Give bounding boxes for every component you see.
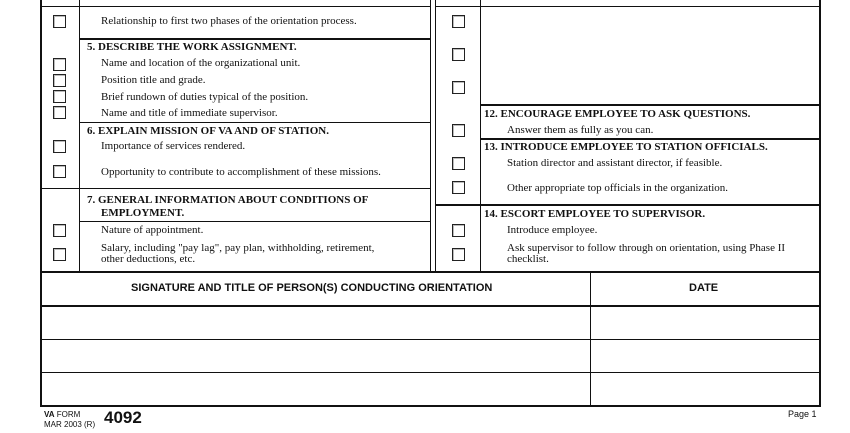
checkbox-s14-item-2[interactable] bbox=[452, 248, 465, 261]
section-7-title-2: EMPLOYMENT. bbox=[101, 207, 185, 219]
checkbox-s5-item-2[interactable] bbox=[53, 74, 66, 87]
date-field-1[interactable] bbox=[591, 307, 818, 338]
s7-item-2-line1: Salary, including "pay lag", pay plan, withholding, retirement, bbox=[101, 242, 375, 254]
rule-right-s12 bbox=[480, 104, 819, 106]
s14-item-1: Introduce employee. bbox=[507, 224, 598, 236]
s7-item-1: Nature of appointment. bbox=[101, 224, 204, 236]
section-5-title: 5. DESCRIBE THE WORK ASSIGNMENT. bbox=[87, 41, 297, 53]
checkbox-right-row-3[interactable] bbox=[452, 81, 465, 94]
s5-item-4: Name and title of immediate supervisor. bbox=[101, 107, 278, 119]
sig-top bbox=[40, 271, 821, 273]
s5-item-1: Name and location of the organizational unit. bbox=[101, 57, 301, 69]
footer-form: FORM bbox=[56, 410, 81, 419]
signature-field-3[interactable] bbox=[42, 373, 589, 404]
checkbox-s12-item[interactable] bbox=[452, 124, 465, 137]
footer-form-label bbox=[44, 410, 80, 419]
rule-left-s7b bbox=[80, 221, 430, 222]
col-sep-right bbox=[480, 0, 481, 272]
footer-va: VA bbox=[44, 410, 55, 419]
date-header: DATE bbox=[689, 282, 719, 294]
rule-right-top bbox=[436, 6, 819, 7]
checkbox-right-row-1[interactable] bbox=[452, 15, 465, 28]
section-12-title: 12. ENCOURAGE EMPLOYEE TO ASK QUESTIONS. bbox=[484, 108, 751, 120]
form-number: 4092 bbox=[104, 408, 142, 427]
section-13-title: 13. INTRODUCE EMPLOYEE TO STATION OFFICIALS. bbox=[484, 141, 768, 153]
col-sep-mid-b bbox=[435, 0, 436, 272]
s5-item-2: Position title and grade. bbox=[101, 74, 206, 86]
signature-field-1[interactable] bbox=[42, 307, 589, 338]
section-7-title-1: 7. GENERAL INFORMATION ABOUT CONDITIONS OF bbox=[87, 194, 369, 206]
signature-field-2[interactable] bbox=[42, 340, 589, 371]
signature-header: SIGNATURE AND TITLE OF PERSON(S) CONDUCTING ORIENTATION bbox=[131, 282, 493, 294]
col-sep-left bbox=[79, 0, 80, 272]
frame-right bbox=[819, 0, 821, 406]
frame-bottom bbox=[40, 405, 821, 407]
checkbox-relationship[interactable] bbox=[53, 15, 66, 28]
checkbox-s14-item-1[interactable] bbox=[452, 224, 465, 237]
rule-left-s7 bbox=[42, 188, 430, 189]
s14-item-2-line1: Ask supervisor to follow through on orientation, using Phase II bbox=[507, 242, 786, 254]
checkbox-s5-item-1[interactable] bbox=[53, 58, 66, 71]
checkbox-s7-item-2[interactable] bbox=[53, 248, 66, 261]
rule-left-s6 bbox=[80, 122, 430, 123]
checkbox-s13-item-2[interactable] bbox=[452, 181, 465, 194]
checkbox-s13-item-1[interactable] bbox=[452, 157, 465, 170]
rule-left-top bbox=[40, 6, 430, 7]
rule-right-s13 bbox=[480, 138, 819, 140]
checkbox-right-row-2[interactable] bbox=[452, 48, 465, 61]
checkbox-s5-item-3[interactable] bbox=[53, 90, 66, 103]
footer-date: MAR 2003 (R) bbox=[44, 420, 96, 429]
s7-item-2-line2: other deductions, etc. bbox=[101, 253, 196, 265]
checkbox-s6-item-2[interactable] bbox=[53, 165, 66, 178]
rule-left-s5 bbox=[80, 38, 430, 40]
s13-item-1: Station director and assistant director, if feasible. bbox=[507, 157, 723, 169]
s13-item-2: Other appropriate top officials in the organization. bbox=[507, 182, 729, 194]
section-6-title: 6. EXPLAIN MISSION OF VA AND OF STATION. bbox=[87, 125, 329, 137]
checkbox-s5-item-4[interactable] bbox=[53, 106, 66, 119]
relationship-text: Relationship to first two phases of the orientation process. bbox=[101, 15, 357, 27]
checkbox-s6-item-1[interactable] bbox=[53, 140, 66, 153]
s12-item: Answer them as fully as you can. bbox=[507, 124, 654, 136]
s6-item-1: Importance of services rendered. bbox=[101, 140, 246, 152]
s6-item-2: Opportunity to contribute to accomplishment of these missions. bbox=[101, 166, 381, 178]
s5-item-3: Brief rundown of duties typical of the position. bbox=[101, 91, 309, 103]
col-sep-mid-a bbox=[430, 0, 431, 272]
rule-right-s14 bbox=[436, 204, 819, 206]
section-14-title: 14. ESCORT EMPLOYEE TO SUPERVISOR. bbox=[484, 208, 706, 220]
page-number: Page 1 bbox=[788, 409, 817, 419]
s14-item-2-line2: checklist. bbox=[507, 253, 549, 265]
checkbox-s7-item-1[interactable] bbox=[53, 224, 66, 237]
date-field-2[interactable] bbox=[591, 340, 818, 371]
date-field-3[interactable] bbox=[591, 373, 818, 404]
